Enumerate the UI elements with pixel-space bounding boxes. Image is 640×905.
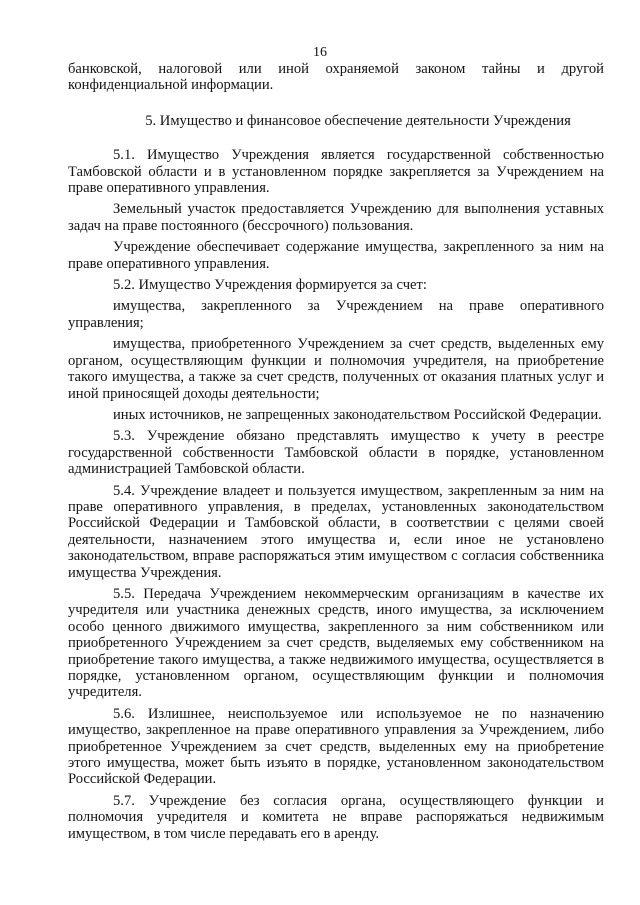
paragraph-maintenance: Учреждение обеспечивает содержание имущества, закрепленного за ним на праве оперативного управления.: [68, 239, 604, 272]
paragraph-land-plot: Земельный участок предоставляется Учреждению для выполнения уставных задач на праве постоянного (бессрочного) пользования.: [68, 201, 604, 234]
paragraph-5-1: 5.1. Имущество Учреждения является государственной собственностью Тамбовской области и в установленном порядке закрепляется за Учреждением на праве оперативного управления.: [68, 147, 604, 197]
paragraph-5-2-item-1: имущества, закрепленного за Учреждением на праве оперативного управления;: [68, 298, 604, 331]
paragraph-5-6: 5.6. Излишнее, неиспользуемое или используемое не по назначению имущество, закрепленное на праве оперативного управления за Учреждением, либо приобретенное Учреждением за счет средств, выделенных ему на приобретение этого имущества, может быть изъято в порядке, установленном законодательством Российской Федерации.: [68, 705, 604, 788]
page-number: 16: [313, 45, 327, 60]
paragraph-continuation: банковской, налоговой или иной охраняемой законом тайны и другой конфиденциальной информации.: [68, 61, 604, 94]
paragraph-5-7: 5.7. Учреждение без согласия органа, осуществляющего функции и полномочия учредителя и комитета не вправе распоряжаться недвижимым имуществом, в том числе передавать его в аренду.: [68, 792, 604, 842]
paragraph-5-2-item-3: иных источников, не запрещенных законодательством Российской Федерации.: [113, 406, 602, 423]
document-body: [68, 61, 604, 842]
paragraph-5-5: 5.5. Передача Учреждением некоммерческим организациям в качестве их учредителя или участника денежных средств, иного имущества, за исключением особо ценного движимого имущества, закрепленного за ним собственником или приобретенного Учреждением за счет средств, выделяемых ему собственником на приобретение такого имущества, а также недвижимого имущества, осуществляется в порядке, установленном органом, осуществляющим функции и полномочия учредителя.: [68, 585, 604, 701]
paragraph-5-2: 5.2. Имущество Учреждения формируется за счет:: [113, 277, 427, 294]
paragraph-5-4: 5.4. Учреждение владеет и пользуется имуществом, закрепленным за ним на праве оперативного управления, в пределах, установленных законодательством Российской Федерации и Тамбовской области, в соответствии с целями своей деятельности, назначением этого имущества и, если иное не установлено законодательством, вправе распоряжаться этим имуществом с согласия собственника имущества Учреждения.: [68, 482, 604, 581]
paragraph-5-3: 5.3. Учреждение обязано представлять имущество к учету в реестре государственной собственности Тамбовской области в порядке, установленном администрацией Тамбовской области.: [68, 428, 604, 478]
paragraph-5-2-item-2: имущества, приобретенного Учреждением за счет средств, выделенных ему органом, осуществляющим функции и полномочия учредителя, на приобретение такого имущества, а также за счет средств, полученных от оказания платных услуг и иной приносящей доходы деятельности;: [68, 336, 604, 402]
section-heading: 5. Имущество и финансовое обеспечение деятельности Учреждения: [145, 112, 571, 129]
